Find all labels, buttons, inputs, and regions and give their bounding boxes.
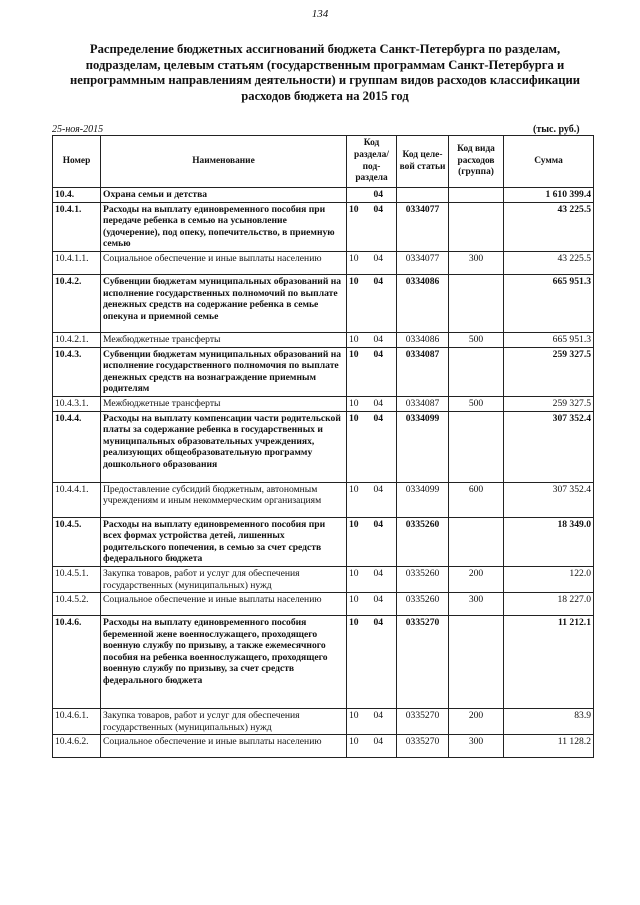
row-section-code: 10 xyxy=(347,566,372,592)
header-section: Код раздела/ под-раздела xyxy=(347,136,397,188)
row-number: 10.4.3. xyxy=(53,347,101,396)
table-row xyxy=(53,735,594,758)
row-name: Расходы на выплату единовременного пособия при всех формах устройства детей, лишенных родительского попечения, в семью за счет средств федерального бюджета xyxy=(101,517,347,566)
row-subsection-code: 04 xyxy=(372,347,397,396)
row-number: 10.4.3.1. xyxy=(53,396,101,411)
row-amount: 43 225.5 xyxy=(504,251,594,274)
table-row xyxy=(53,517,594,566)
row-name: Межбюджетные трансферты xyxy=(101,332,347,347)
row-target-code: 0334087 xyxy=(397,396,449,411)
row-section-code: 10 xyxy=(347,347,372,396)
row-expense-type xyxy=(449,188,504,203)
row-name: Социальное обеспечение и иные выплаты населению xyxy=(101,593,347,616)
row-expense-type: 200 xyxy=(449,709,504,735)
row-section-code: 10 xyxy=(347,517,372,566)
row-number: 10.4.6.1. xyxy=(53,709,101,735)
row-subsection-code: 04 xyxy=(372,188,397,203)
row-subsection-code: 04 xyxy=(372,332,397,347)
row-target-code: 0334099 xyxy=(397,411,449,482)
header-amount: Сумма xyxy=(504,136,594,188)
row-amount: 307 352.4 xyxy=(504,482,594,517)
row-expense-type: 300 xyxy=(449,735,504,758)
row-expense-type xyxy=(449,274,504,332)
row-section-code: 10 xyxy=(347,482,372,517)
row-target-code: 0334077 xyxy=(397,202,449,251)
row-section-code: 10 xyxy=(347,332,372,347)
row-expense-type xyxy=(449,411,504,482)
row-amount: 1 610 399.4 xyxy=(504,188,594,203)
row-amount: 122.0 xyxy=(504,566,594,592)
row-section-code xyxy=(347,188,372,203)
row-number: 10.4.5.1. xyxy=(53,566,101,592)
header-target: Код целе-вой статьи xyxy=(397,136,449,188)
row-name: Охрана семьи и детства xyxy=(101,188,347,203)
table-row xyxy=(53,482,594,517)
row-subsection-code: 04 xyxy=(372,396,397,411)
row-section-code: 10 xyxy=(347,274,372,332)
row-name: Закупка товаров, работ и услуг для обеспечения государственных (муниципальных) нужд xyxy=(101,566,347,592)
table-row xyxy=(53,202,594,251)
units-label: (тыс. руб.) xyxy=(533,124,580,135)
row-name: Расходы на выплату компенсации части родительской платы за содержание ребенка в государственных и муниципальных образовательных учреждениях, реализующих общеобразовательную программу дошкольного образования xyxy=(101,411,347,482)
row-number: 10.4.4. xyxy=(53,411,101,482)
table-row xyxy=(53,396,594,411)
row-subsection-code: 04 xyxy=(372,202,397,251)
row-subsection-code: 04 xyxy=(372,411,397,482)
row-expense-type: 300 xyxy=(449,593,504,616)
row-expense-type xyxy=(449,517,504,566)
row-number: 10.4.2.1. xyxy=(53,332,101,347)
row-name: Социальное обеспечение и иные выплаты населению xyxy=(101,251,347,274)
row-number: 10.4.4.1. xyxy=(53,482,101,517)
row-number: 10.4.1.1. xyxy=(53,251,101,274)
table-row xyxy=(53,188,594,203)
row-number: 10.4. xyxy=(53,188,101,203)
row-subsection-code: 04 xyxy=(372,482,397,517)
row-section-code: 10 xyxy=(347,202,372,251)
header-expense-type: Код вида расходов (группа) xyxy=(449,136,504,188)
row-section-code: 10 xyxy=(347,593,372,616)
row-name: Закупка товаров, работ и услуг для обеспечения государственных (муниципальных) нужд xyxy=(101,709,347,735)
row-name: Расходы на выплату единовременного пособия беременной жене военнослужащего, проходящего военную службу по призыву, а также ежемесячного пособия на ребенка военнослужащего, проходящего военную службу по призыву, за счет средств федерального бюджета xyxy=(101,616,347,709)
row-number: 10.4.5. xyxy=(53,517,101,566)
row-expense-type xyxy=(449,347,504,396)
table-row xyxy=(53,332,594,347)
row-subsection-code: 04 xyxy=(372,274,397,332)
row-amount: 83.9 xyxy=(504,709,594,735)
row-target-code: 0334086 xyxy=(397,274,449,332)
row-amount: 259 327.5 xyxy=(504,396,594,411)
row-section-code: 10 xyxy=(347,709,372,735)
row-name: Субвенции бюджетам муниципальных образований на исполнение государственного полномочия по выплате денежных средств на вознаграждение приемным родителям xyxy=(101,347,347,396)
header-number: Номер xyxy=(53,136,101,188)
row-subsection-code: 04 xyxy=(372,566,397,592)
row-target-code: 0334077 xyxy=(397,251,449,274)
row-number: 10.4.1. xyxy=(53,202,101,251)
row-number: 10.4.6. xyxy=(53,616,101,709)
table-row xyxy=(53,274,594,332)
row-amount: 665 951.3 xyxy=(504,274,594,332)
row-amount: 43 225.5 xyxy=(504,202,594,251)
row-name: Предоставление субсидий бюджетным, автономным учреждениям и иным некоммерческим организациям xyxy=(101,482,347,517)
row-expense-type: 500 xyxy=(449,332,504,347)
row-amount: 307 352.4 xyxy=(504,411,594,482)
row-expense-type: 300 xyxy=(449,251,504,274)
row-subsection-code: 04 xyxy=(372,593,397,616)
row-subsection-code: 04 xyxy=(372,735,397,758)
table-row xyxy=(53,593,594,616)
row-section-code: 10 xyxy=(347,396,372,411)
row-amount: 18 227.0 xyxy=(504,593,594,616)
date-stamp: 25-ноя-2015 xyxy=(52,124,104,135)
row-expense-type: 500 xyxy=(449,396,504,411)
table-row xyxy=(53,251,594,274)
document-title: Распределение бюджетных ассигнований бюджета Санкт-Петербурга по разделам, подразделам, целевым статьям (государственным программам Санкт-Петербурга и непрограммным направлениям деятельности) и группам видов расходов классификации расходов бюджета на 2015 год xyxy=(70,42,580,103)
row-number: 10.4.2. xyxy=(53,274,101,332)
row-name: Субвенции бюджетам муниципальных образований на исполнение государственных полномочий по выплате денежных средств на содержание ребенка в семье опекуна и приемной семье xyxy=(101,274,347,332)
row-target-code xyxy=(397,188,449,203)
row-target-code: 0335270 xyxy=(397,616,449,709)
row-amount: 665 951.3 xyxy=(504,332,594,347)
row-amount: 11 212.1 xyxy=(504,616,594,709)
row-target-code: 0334087 xyxy=(397,347,449,396)
table-row xyxy=(53,566,594,592)
row-amount: 11 128.2 xyxy=(504,735,594,758)
page-number: 134 xyxy=(311,8,329,20)
row-target-code: 0335270 xyxy=(397,709,449,735)
row-subsection-code: 04 xyxy=(372,517,397,566)
row-number: 10.4.6.2. xyxy=(53,735,101,758)
row-section-code: 10 xyxy=(347,735,372,758)
row-target-code: 0335260 xyxy=(397,517,449,566)
table-row xyxy=(53,709,594,735)
row-name: Межбюджетные трансферты xyxy=(101,396,347,411)
row-target-code: 0335270 xyxy=(397,735,449,758)
header-name: Наименование xyxy=(101,136,347,188)
row-section-code: 10 xyxy=(347,411,372,482)
row-target-code: 0335260 xyxy=(397,566,449,592)
row-subsection-code: 04 xyxy=(372,709,397,735)
row-amount: 259 327.5 xyxy=(504,347,594,396)
row-target-code: 0335260 xyxy=(397,593,449,616)
row-subsection-code: 04 xyxy=(372,616,397,709)
row-section-code: 10 xyxy=(347,616,372,709)
table-header-row xyxy=(53,136,594,188)
row-expense-type: 600 xyxy=(449,482,504,517)
table-row xyxy=(53,411,594,482)
row-amount: 18 349.0 xyxy=(504,517,594,566)
row-name: Социальное обеспечение и иные выплаты населению xyxy=(101,735,347,758)
row-section-code: 10 xyxy=(347,251,372,274)
row-target-code: 0334086 xyxy=(397,332,449,347)
table-row xyxy=(53,616,594,709)
row-name: Расходы на выплату единовременного пособия при передаче ребенка в семью на усыновление (удочерение), под опеку, попечительство, в приемную семью xyxy=(101,202,347,251)
row-number: 10.4.5.2. xyxy=(53,593,101,616)
row-target-code: 0334099 xyxy=(397,482,449,517)
row-expense-type xyxy=(449,616,504,709)
table-row xyxy=(53,347,594,396)
row-expense-type xyxy=(449,202,504,251)
row-expense-type: 200 xyxy=(449,566,504,592)
budget-table xyxy=(52,135,594,758)
row-subsection-code: 04 xyxy=(372,251,397,274)
